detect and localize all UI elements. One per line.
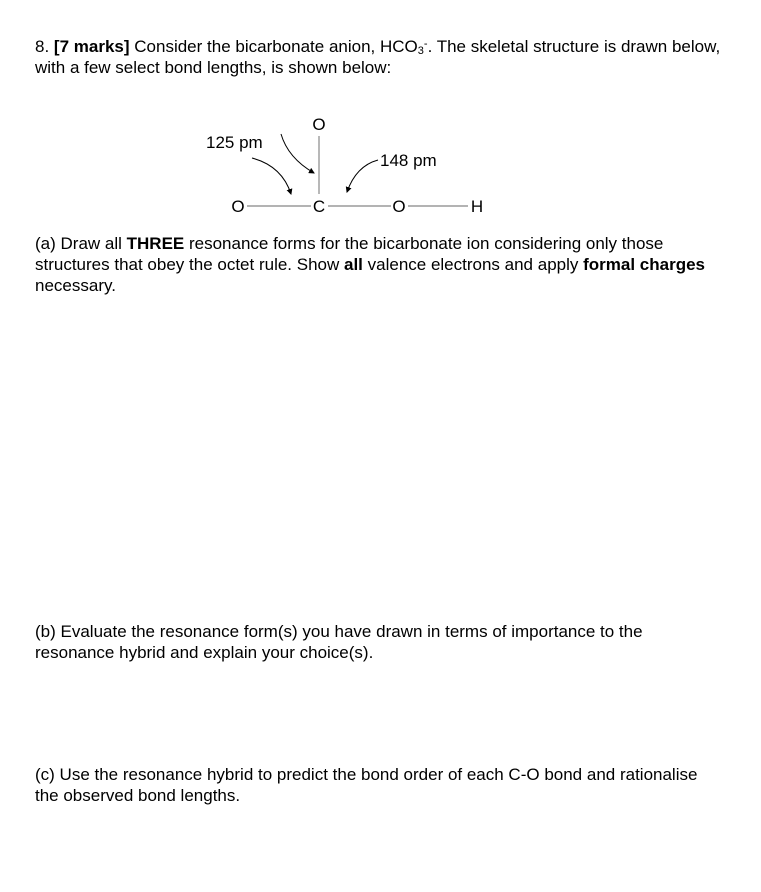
arrow-125-to-co-left: [252, 158, 291, 194]
question-number: 8.: [35, 37, 50, 56]
part-a-emphasis-three: THREE: [126, 234, 185, 253]
atom-o-right: O: [392, 197, 406, 216]
part-a-text-3: valence electrons and apply: [362, 255, 584, 274]
question-intro-text: Consider the bicarbonate anion, HCO: [134, 37, 418, 56]
question-marks: [7 marks]: [53, 37, 130, 56]
atom-c-center: C: [312, 197, 326, 216]
atom-o-top: O: [312, 115, 326, 134]
formula-subscript: 3: [417, 45, 424, 57]
arrow-125-to-co-top: [281, 134, 314, 173]
part-a-text: [35, 233, 725, 296]
part-b-text: (b) Evaluate the resonance form(s) you have drawn in terms of importance to the resonance hybrid and explain your choice(s).: [35, 622, 643, 662]
formula-charge: -: [423, 38, 428, 50]
atom-h-right: H: [470, 197, 484, 216]
part-a-text-2: resonance forms for the bicarbonate ion considering only those structures that obey the octet rule. Show: [35, 234, 664, 274]
question-8-intro: [35, 36, 725, 78]
part-a-text-1: (a) Draw all: [35, 234, 127, 253]
arrow-148-to-co-right: [347, 160, 378, 192]
bond-length-label-125: 125 pm: [206, 133, 263, 152]
part-c-text: (c) Use the resonance hybrid to predict the bond order of each C-O bond and rationalise the observed bond lengths.: [35, 765, 698, 805]
question-intro-text-2: . The skeletal structure is drawn below, with a few select bond lengths, is shown below:: [35, 37, 721, 77]
bond-length-label-148: 148 pm: [380, 151, 437, 170]
atom-o-left: O: [231, 197, 245, 216]
bicarbonate-skeletal-structure: [190, 108, 510, 228]
part-a-text-4: necessary.: [35, 276, 116, 295]
part-a-emphasis-all: all: [344, 255, 363, 274]
part-a-emphasis-formal-charges: formal charges: [583, 255, 705, 274]
